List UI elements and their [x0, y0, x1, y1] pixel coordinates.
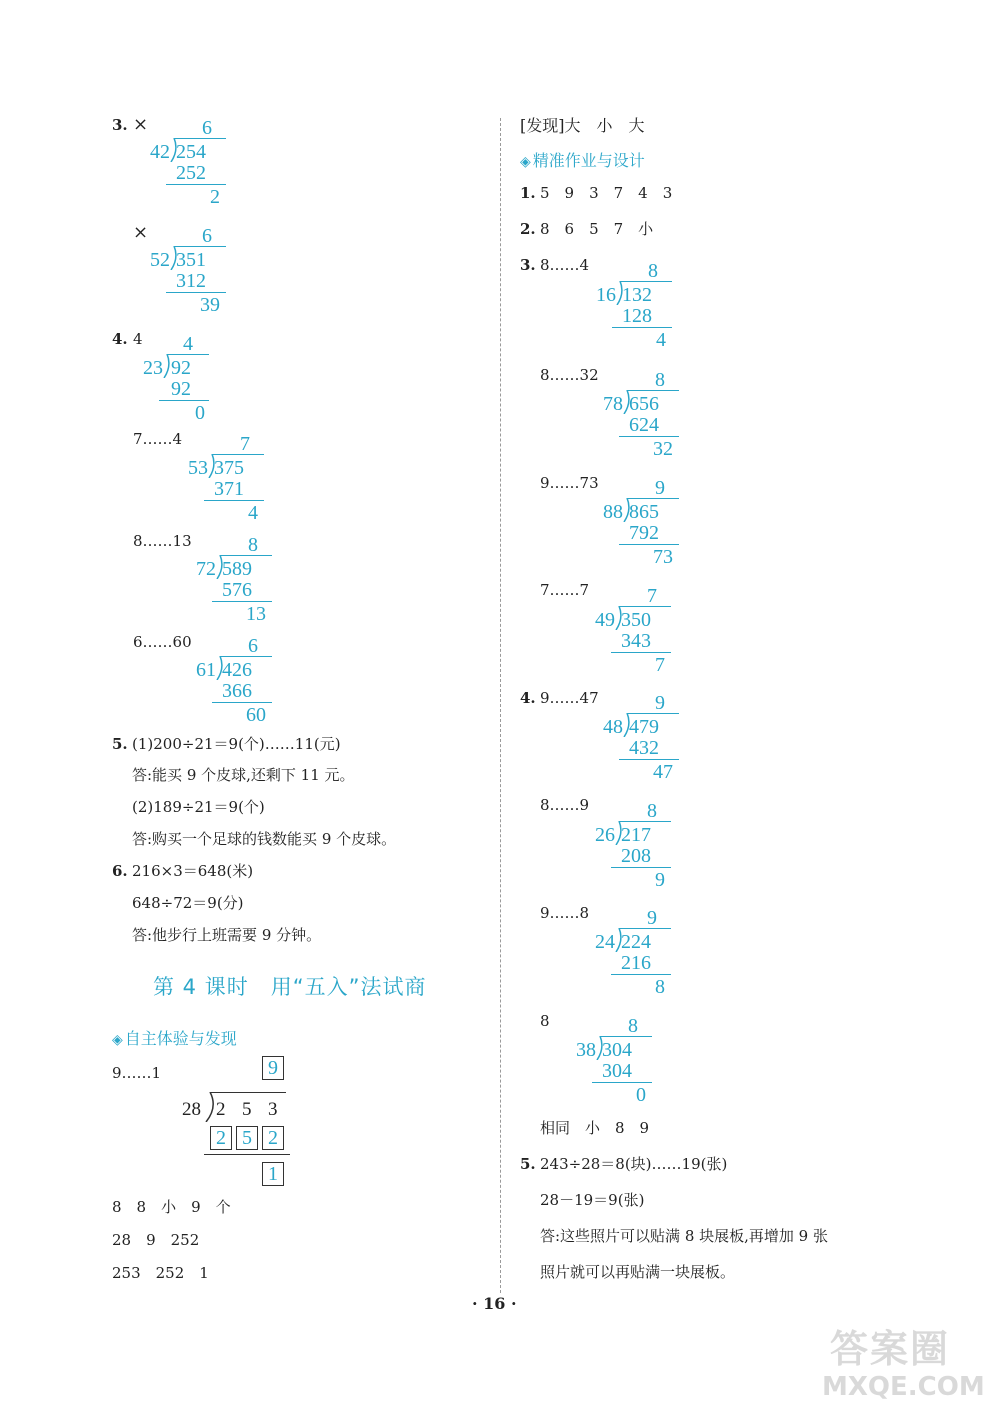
product-box: 2 — [262, 1126, 284, 1150]
product: 92 — [171, 378, 191, 400]
dividend: 589 — [222, 558, 252, 580]
divisor: 53 — [188, 457, 208, 479]
section-heading — [112, 1026, 237, 1049]
divisor: 42 — [150, 141, 170, 163]
answer-line: 28－19＝9(张) — [540, 1191, 645, 1209]
divisor: 61 — [196, 659, 216, 681]
answer-line: 5 9 3 7 4 3 — [540, 184, 673, 202]
divisor: 72 — [196, 558, 216, 580]
answer-line: 8 6 5 7 小 — [540, 220, 654, 238]
discover-line: [发现]大 小 大 — [520, 116, 645, 135]
product-box: 2 — [210, 1126, 232, 1150]
quotient: 9 — [655, 692, 665, 714]
answer-text: 8 — [540, 1012, 550, 1030]
long-division — [137, 334, 247, 426]
long-division — [570, 1016, 680, 1108]
remainder: 13 — [246, 603, 266, 625]
remainder: 73 — [653, 546, 673, 568]
dividend: 350 — [621, 609, 651, 631]
lesson-title: 第 4 课时 用“五入”法试商 — [153, 975, 427, 999]
product: 366 — [222, 680, 252, 702]
answer-text: 9……8 — [540, 904, 590, 922]
remainder-box: 1 — [262, 1162, 284, 1186]
dividend: 375 — [214, 457, 244, 479]
question-number-2: 2. — [520, 220, 536, 238]
answer-line: (2)189÷21＝9(个) — [132, 798, 265, 816]
dividend: 132 — [622, 284, 652, 306]
divisor: 38 — [576, 1039, 596, 1061]
wrong-mark: × — [133, 114, 149, 135]
answer-line: 243÷28＝8(块)……19(张) — [540, 1155, 728, 1173]
answer-line: 253 252 1 — [112, 1264, 209, 1282]
quotient: 8 — [648, 260, 658, 282]
quotient: 8 — [628, 1015, 638, 1037]
dividend: 426 — [222, 659, 252, 681]
long-division — [190, 535, 300, 627]
answer-line: 相同 小 8 9 — [540, 1119, 650, 1137]
answer-line: 648÷72＝9(分) — [132, 894, 244, 912]
answer-line: 答:购买一个足球的钱数能买 9 个皮球。 — [132, 830, 397, 848]
long-division — [182, 434, 292, 526]
long-division — [597, 478, 707, 570]
dividend: 865 — [629, 501, 659, 523]
dividend: 254 — [176, 141, 206, 163]
question-number-5: 5. — [112, 735, 128, 753]
product: 312 — [176, 270, 206, 292]
product: 432 — [629, 737, 659, 759]
answer-line: 答:这些照片可以贴满 8 块展板,再增加 9 张 — [540, 1227, 828, 1245]
remainder: 39 — [200, 294, 220, 316]
remainder: 47 — [653, 761, 673, 783]
diamond-icon: ◈ — [112, 1032, 123, 1048]
watermark-url: MXQE.COM — [822, 1372, 985, 1402]
dividend: 224 — [621, 931, 651, 953]
long-division — [589, 908, 699, 1000]
quotient: 8 — [248, 534, 258, 556]
wrong-mark: × — [133, 222, 149, 243]
divisor: 49 — [595, 609, 615, 631]
remainder: 4 — [248, 502, 258, 524]
question-number-4: 4. — [520, 689, 536, 707]
answer-text: 9……47 — [540, 689, 599, 707]
question-number-3: 3. — [112, 116, 128, 134]
quotient: 6 — [248, 635, 258, 657]
product-box: 5 — [236, 1126, 258, 1150]
divisor: 16 — [596, 284, 616, 306]
long-division — [590, 261, 700, 353]
dividend: 351 — [176, 249, 206, 271]
diamond-icon: ◈ — [520, 154, 531, 170]
remainder: 32 — [653, 438, 673, 460]
product: 216 — [621, 952, 651, 974]
remainder: 2 — [210, 186, 220, 208]
quotient: 4 — [183, 333, 193, 355]
answer-text: 8……13 — [133, 532, 192, 550]
dividend-digit: 5 — [242, 1099, 252, 1120]
remainder: 9 — [655, 869, 665, 891]
remainder: 0 — [636, 1084, 646, 1106]
product: 576 — [222, 579, 252, 601]
remainder: 8 — [655, 976, 665, 998]
answer-text: 4 — [133, 330, 143, 348]
product: 208 — [621, 845, 651, 867]
question-number-5: 5. — [520, 1155, 536, 1173]
answer-line: 216×3＝648(米) — [132, 862, 254, 880]
long-division — [589, 801, 699, 893]
answer-line: 28 9 252 — [112, 1231, 200, 1249]
product: 624 — [629, 414, 659, 436]
product: 792 — [629, 522, 659, 544]
divisor: 28 — [182, 1099, 201, 1120]
remainder: 4 — [656, 329, 666, 351]
answer-line: 照片就可以再贴满一块展板。 — [540, 1263, 736, 1281]
remainder: 60 — [246, 704, 266, 726]
quotient: 7 — [240, 433, 250, 455]
quotient-box: 9 — [262, 1056, 284, 1080]
box-division-diagram — [180, 1054, 300, 1192]
divisor: 48 — [603, 716, 623, 738]
divisor: 26 — [595, 824, 615, 846]
divisor: 23 — [143, 357, 163, 379]
dividend: 479 — [629, 716, 659, 738]
long-division — [589, 586, 699, 678]
answer-text: 9……73 — [540, 474, 599, 492]
long-division — [144, 226, 254, 318]
quotient: 7 — [647, 585, 657, 607]
product: 343 — [621, 630, 651, 652]
quotient: 9 — [655, 477, 665, 499]
question-number-1: 1. — [520, 184, 536, 202]
quotient: 8 — [647, 800, 657, 822]
answer-line: (1)200÷21＝9(个)……11(元) — [132, 735, 341, 753]
quotient: 9 — [647, 907, 657, 929]
dividend: 92 — [171, 357, 191, 379]
dividend-digit: 3 — [268, 1099, 278, 1120]
section-heading-text: 自主体验与发现 — [124, 1029, 237, 1048]
product: 128 — [622, 305, 652, 327]
answer-text: 9……1 — [112, 1064, 162, 1082]
dividend: 217 — [621, 824, 651, 846]
divisor: 52 — [150, 249, 170, 271]
dividend: 656 — [629, 393, 659, 415]
question-number-6: 6. — [112, 862, 128, 880]
product: 304 — [602, 1060, 632, 1082]
answer-text: 8……4 — [540, 256, 590, 274]
divisor: 24 — [595, 931, 615, 953]
long-division — [597, 370, 707, 462]
answer-text: 7……7 — [540, 581, 590, 599]
answer-text: 6……60 — [133, 633, 192, 651]
long-division — [144, 118, 254, 210]
answer-line: 答:能买 9 个皮球,还剩下 11 元。 — [132, 766, 355, 784]
question-number-4: 4. — [112, 330, 128, 348]
divisor: 78 — [603, 393, 623, 415]
remainder: 7 — [655, 654, 665, 676]
answer-text: 8……9 — [540, 796, 590, 814]
dividend: 304 — [602, 1039, 632, 1061]
section-heading-text: 精准作业与设计 — [532, 151, 645, 170]
answer-text: 7……4 — [133, 430, 183, 448]
product: 371 — [214, 478, 244, 500]
answer-line: 8 8 小 9 个 — [112, 1198, 231, 1216]
answer-line: 答:他步行上班需要 9 分钟。 — [132, 926, 322, 944]
quotient: 6 — [202, 225, 212, 247]
column-divider — [500, 118, 501, 1293]
watermark — [822, 1318, 992, 1406]
section-heading — [520, 148, 645, 171]
product: 252 — [176, 162, 206, 184]
long-division — [597, 693, 707, 785]
divisor: 88 — [603, 501, 623, 523]
quotient: 6 — [202, 117, 212, 139]
dividend-digit: 2 — [216, 1099, 226, 1120]
remainder: 0 — [195, 402, 205, 424]
question-number-3: 3. — [520, 256, 536, 274]
answer-text: 8……32 — [540, 366, 599, 384]
long-division — [190, 636, 300, 728]
quotient: 8 — [655, 369, 665, 391]
page-number: · 16 · — [472, 1294, 517, 1313]
watermark-logo-text: 答案圈 — [830, 1327, 951, 1371]
